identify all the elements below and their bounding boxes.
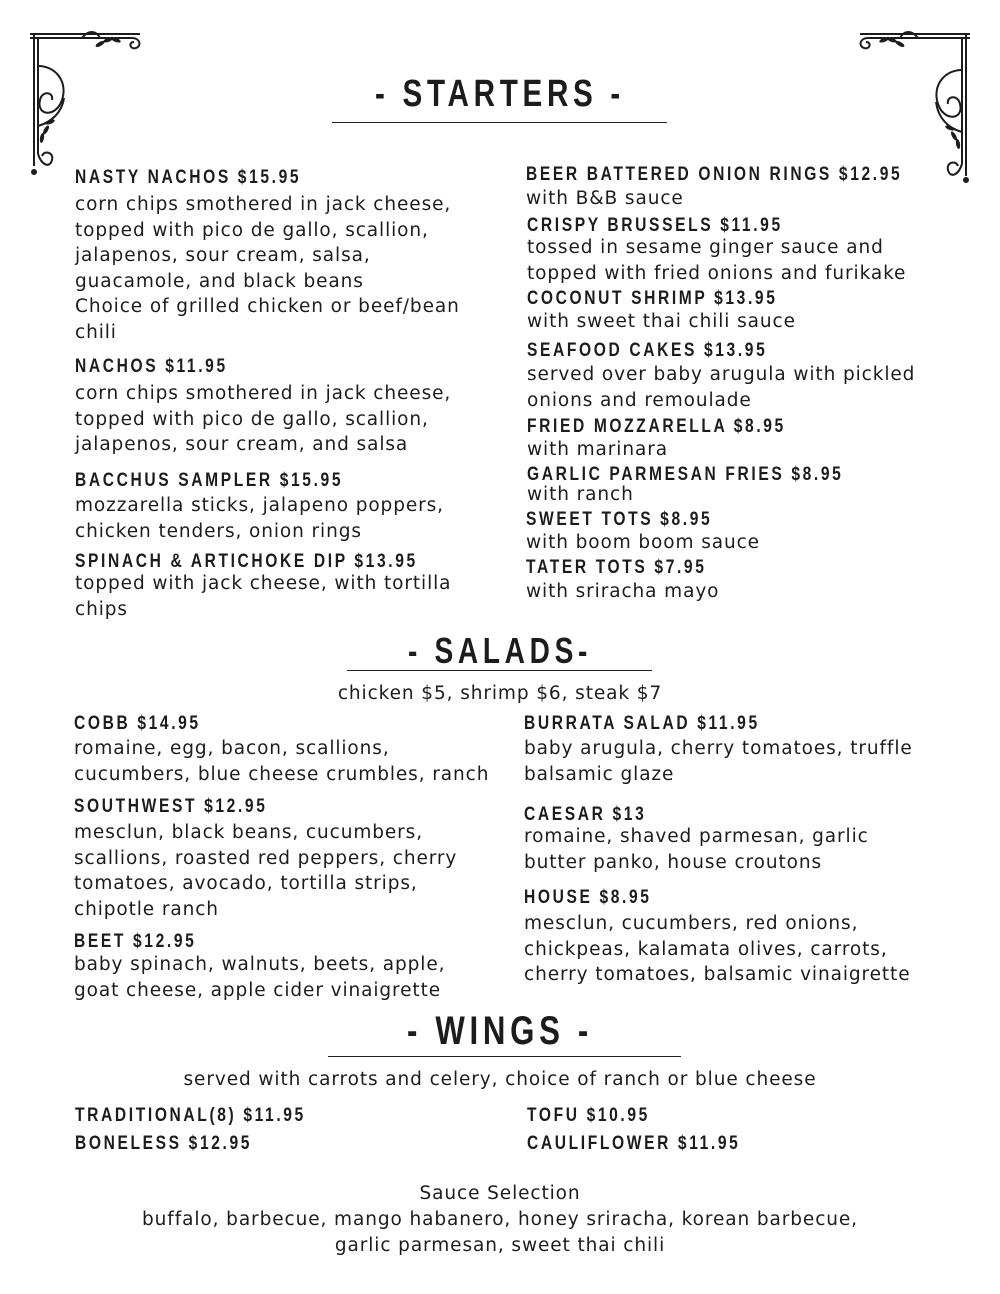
- starter-description: tossed in sesame ginger sauce and topped with fried onions and furikake: [527, 237, 907, 284]
- wing-option: TRADITIONAL(8) $11.95: [75, 1105, 306, 1126]
- starter-title: SPINACH & ARTICHOKE DIP $13.95: [75, 551, 418, 572]
- salads-divider: [347, 670, 652, 671]
- wings-heading: - WINGS -: [407, 1009, 593, 1053]
- salad-description: romaine, shaved parmesan, garlic butter panko, house croutons: [524, 826, 869, 873]
- wing-option: BONELESS $12.95: [75, 1133, 253, 1154]
- starter-description: with sweet thai chili sauce: [527, 311, 796, 332]
- salads-addons: chicken $5, shrimp $6, steak $7: [337, 683, 663, 704]
- salad-description: romaine, egg, bacon, scallions, cucumbers, blue cheese crumbles, ranch: [74, 738, 490, 785]
- salads-heading: - SALADS-: [407, 630, 593, 671]
- salad-description: mesclun, cucumbers, red onions, chickpeas, kalamata olives, carrots, cherry tomatoes, balsamic vinaigrette: [524, 913, 911, 985]
- starter-description: mozzarella sticks, jalapeno poppers, chicken tenders, onion rings: [75, 495, 444, 542]
- wings-divider: [328, 1056, 681, 1057]
- wings-subtitle: served with carrots and celery, choice of ranch or blue cheese: [183, 1069, 817, 1090]
- starter-title: TATER TOTS $7.95: [526, 557, 707, 578]
- starter-description: topped with jack cheese, with tortilla chips: [75, 573, 452, 620]
- salad-title: BURRATA SALAD $11.95: [524, 713, 760, 734]
- starter-title: BACCHUS SAMPLER $15.95: [75, 470, 344, 491]
- starter-description: corn chips smothered in jack cheese, topped with pico de gallo, scallion, jalapenos, sour cream, salsa, guacamole, and black beans Choice of grilled chicken or beef/bean chili: [75, 194, 460, 343]
- starter-title: NACHOS $11.95: [75, 356, 228, 377]
- starter-description: served over baby arugula with pickled onions and remoulade: [527, 364, 916, 411]
- starter-description: with boom boom sauce: [526, 532, 760, 553]
- starter-title: NASTY NACHOS $15.95: [75, 167, 302, 188]
- starter-title: BEER BATTERED ONION RINGS $12.95: [526, 164, 903, 185]
- starter-description: with sriracha mayo: [526, 581, 720, 602]
- salad-title: BEET $12.95: [74, 931, 197, 952]
- starter-description: with B&B sauce: [526, 188, 684, 209]
- salad-description: baby spinach, walnuts, beets, apple, goat cheese, apple cider vinaigrette: [74, 954, 446, 1001]
- starter-description: corn chips smothered in jack cheese, topped with pico de gallo, scallion, jalapenos, sour cream, and salsa: [75, 383, 452, 455]
- wing-option: CAULIFLOWER $11.95: [527, 1133, 741, 1154]
- wing-option: TOFU $10.95: [527, 1105, 650, 1126]
- salad-title: CAESAR $13: [524, 804, 647, 825]
- salad-title: HOUSE $8.95: [524, 887, 652, 908]
- starter-title: SWEET TOTS $8.95: [526, 509, 713, 530]
- starter-description: with ranch: [527, 484, 634, 505]
- sauce-list: buffalo, barbecue, mango habanero, honey sriracha, korean barbecue, garlic parmesan, sweet thai chili: [142, 1209, 858, 1256]
- salad-description: mesclun, black beans, cucumbers, scallions, roasted red peppers, cherry tomatoes, avocado, tortilla strips, chipotle ranch: [74, 822, 458, 920]
- starters-divider: [332, 122, 667, 123]
- starter-title: FRIED MOZZARELLA $8.95: [527, 416, 786, 437]
- salad-title: COBB $14.95: [74, 713, 201, 734]
- starters-heading: - STARTERS -: [375, 73, 625, 115]
- salad-description: baby arugula, cherry tomatoes, truffle balsamic glaze: [524, 738, 913, 785]
- starter-title: COCONUT SHRIMP $13.95: [527, 288, 778, 309]
- starter-title: CRISPY BRUSSELS $11.95: [527, 215, 783, 236]
- sauce-heading: Sauce Selection: [419, 1183, 581, 1204]
- starter-description: with marinara: [527, 439, 668, 460]
- salad-title: SOUTHWEST $12.95: [74, 796, 268, 817]
- starter-title: SEAFOOD CAKES $13.95: [527, 340, 768, 361]
- starter-title: GARLIC PARMESAN FRIES $8.95: [527, 464, 844, 485]
